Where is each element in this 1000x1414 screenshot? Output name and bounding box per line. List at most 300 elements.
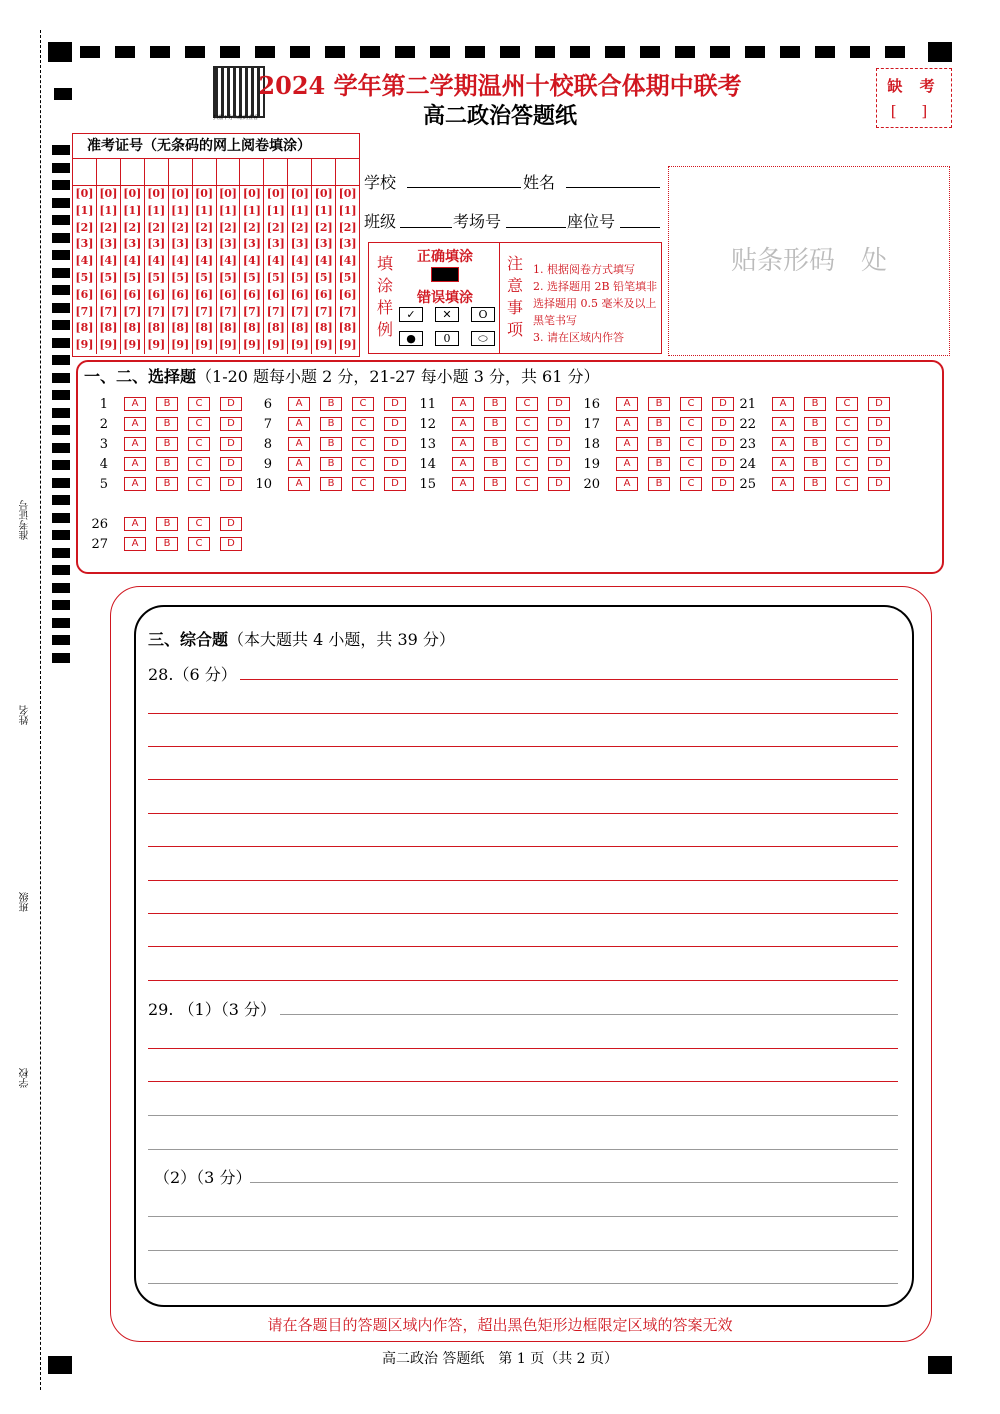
admission-digit-bubble[interactable]: [9]	[338, 338, 357, 352]
option-bubble-a[interactable]: A	[616, 457, 638, 471]
option-bubble-a[interactable]: A	[452, 397, 474, 411]
option-bubble-b[interactable]: B	[804, 477, 826, 491]
option-bubble-b[interactable]: B	[320, 437, 342, 451]
admission-digit-bubble[interactable]: [9]	[290, 338, 309, 352]
answer-line[interactable]	[148, 913, 898, 914]
option-bubble-d[interactable]: D	[712, 397, 734, 411]
option-bubble-c[interactable]: C	[352, 397, 374, 411]
admission-digit-bubble[interactable]: [3]	[123, 237, 142, 251]
option-bubble-a[interactable]: A	[616, 477, 638, 491]
answer-line[interactable]	[148, 813, 898, 814]
admission-digit-bubble[interactable]: [8]	[75, 321, 94, 335]
admission-column[interactable]	[193, 186, 217, 354]
option-bubble-b[interactable]: B	[804, 417, 826, 431]
admission-digit-bubble[interactable]: [1]	[290, 203, 309, 217]
option-bubble-b[interactable]: B	[484, 437, 506, 451]
admission-digit-bubble[interactable]: [5]	[242, 270, 261, 284]
admission-column[interactable]	[264, 186, 288, 354]
option-bubble-a[interactable]: A	[288, 457, 310, 471]
admission-digit-bubble[interactable]: [4]	[99, 254, 118, 268]
admission-digit-bubble[interactable]: [0]	[123, 187, 142, 200]
admission-digit-bubble[interactable]: [7]	[75, 304, 94, 318]
option-bubble-a[interactable]: A	[124, 537, 146, 551]
admission-write-cell[interactable]	[217, 159, 241, 185]
admission-column[interactable]	[169, 186, 193, 354]
answer-line[interactable]	[148, 946, 898, 947]
admission-digit-bubble[interactable]: [8]	[195, 321, 214, 335]
option-bubble-c[interactable]: C	[188, 397, 210, 411]
admission-digit-bubble[interactable]: [5]	[338, 270, 357, 284]
left-timing-mark	[52, 145, 70, 155]
admission-column[interactable]	[73, 186, 97, 354]
admission-digit-bubble[interactable]: [3]	[195, 237, 214, 251]
admission-column[interactable]	[97, 186, 121, 354]
option-bubble-d[interactable]: D	[548, 457, 570, 471]
admission-digit-bubble[interactable]: [4]	[266, 254, 285, 268]
admission-digit-bubble[interactable]: [8]	[218, 321, 238, 335]
admission-write-cell[interactable]	[264, 159, 288, 185]
answer-line[interactable]	[240, 679, 898, 680]
admission-column[interactable]	[121, 186, 145, 354]
option-bubble-d[interactable]: D	[712, 477, 734, 491]
admission-digit-bubble[interactable]: [1]	[75, 203, 94, 217]
option-bubble-b[interactable]: B	[804, 437, 826, 451]
admission-digit-bubble[interactable]: [6]	[75, 287, 94, 301]
option-bubble-a[interactable]: A	[288, 417, 310, 431]
admission-digit-bubble[interactable]: [1]	[242, 203, 261, 217]
admission-digit-bubble[interactable]: [0]	[242, 187, 261, 200]
admission-digit-bubble[interactable]: [5]	[123, 270, 142, 284]
option-bubble-a[interactable]: A	[616, 417, 638, 431]
absent-box[interactable]	[876, 68, 952, 128]
admission-column[interactable]	[240, 186, 264, 354]
admission-write-cell[interactable]	[121, 159, 145, 185]
option-bubble-c[interactable]: C	[188, 417, 210, 431]
option-bubble-a[interactable]: A	[124, 437, 146, 451]
option-bubble-c[interactable]: C	[836, 477, 858, 491]
option-bubble-a[interactable]: A	[772, 437, 794, 451]
option-bubble-c[interactable]: C	[188, 477, 210, 491]
admission-digit-bubble[interactable]: [8]	[123, 321, 142, 335]
admission-digit-bubble[interactable]: [0]	[195, 187, 214, 200]
admission-digit-bubble[interactable]: [6]	[242, 287, 261, 301]
admission-digit-bubble[interactable]: [3]	[218, 237, 238, 251]
choice-question	[732, 477, 892, 491]
option-bubble-a[interactable]: A	[772, 397, 794, 411]
left-timing-mark	[52, 460, 70, 470]
option-bubble-b[interactable]: B	[156, 477, 178, 491]
option-bubble-b[interactable]: B	[484, 457, 506, 471]
admission-digit-bubble[interactable]: [6]	[195, 287, 214, 301]
admission-digit-bubble[interactable]: [3]	[338, 237, 357, 251]
admission-number-grid[interactable]	[72, 133, 360, 357]
answer-line[interactable]	[148, 1048, 898, 1049]
option-bubble-a[interactable]: A	[288, 477, 310, 491]
admission-digit-bubble[interactable]: [3]	[266, 237, 285, 251]
admission-digit-bubble[interactable]: [5]	[290, 270, 309, 284]
admission-digit-bubble[interactable]: [8]	[147, 321, 166, 335]
admission-digit-bubble[interactable]: [7]	[266, 304, 285, 318]
option-bubble-d[interactable]: D	[868, 437, 890, 451]
answer-line[interactable]	[148, 1149, 898, 1150]
admission-digit-bubble[interactable]: [1]	[195, 203, 214, 217]
answer-line[interactable]	[148, 1115, 898, 1116]
admission-digit-bubble[interactable]: [9]	[123, 338, 142, 352]
option-bubble-a[interactable]: A	[616, 397, 638, 411]
admission-digit-bubble[interactable]: [4]	[75, 254, 94, 268]
admission-digit-bubble[interactable]: [6]	[147, 287, 166, 301]
admission-digit-bubble[interactable]: [8]	[338, 321, 357, 335]
admission-write-cell[interactable]	[193, 159, 217, 185]
option-bubble-c[interactable]: C	[516, 397, 538, 411]
admission-digit-bubble[interactable]: [0]	[314, 187, 333, 200]
answer-line[interactable]	[148, 880, 898, 881]
answer-line[interactable]	[250, 1182, 898, 1183]
admission-digit-bubble[interactable]: [6]	[171, 287, 190, 301]
admission-digit-bubble[interactable]: [6]	[218, 287, 238, 301]
admission-digit-bubble[interactable]: [0]	[290, 187, 309, 200]
option-bubble-b[interactable]: B	[648, 397, 670, 411]
option-bubble-d[interactable]: D	[868, 457, 890, 471]
option-bubble-b[interactable]: B	[156, 417, 178, 431]
admission-digit-bubble[interactable]: [3]	[75, 237, 94, 251]
option-bubble-a[interactable]: A	[772, 477, 794, 491]
admission-digit-bubble[interactable]: [3]	[290, 237, 309, 251]
option-bubble-b[interactable]: B	[804, 457, 826, 471]
option-bubble-b[interactable]: B	[484, 417, 506, 431]
left-timing-mark	[52, 268, 70, 278]
admission-digit-bubble[interactable]: [1]	[218, 203, 238, 217]
option-bubble-c[interactable]: C	[188, 437, 210, 451]
admission-digit-bubble[interactable]: [8]	[171, 321, 190, 335]
admission-digit-bubble[interactable]: [8]	[266, 321, 285, 335]
choice-question	[732, 417, 892, 431]
option-bubble-d[interactable]: D	[548, 437, 570, 451]
admission-digit-bubble[interactable]: [2]	[290, 220, 309, 234]
admission-digit-bubble[interactable]: [5]	[266, 270, 285, 284]
option-bubble-c[interactable]: C	[352, 477, 374, 491]
admission-digit-bubble[interactable]: [4]	[314, 254, 333, 268]
school-field[interactable]	[407, 186, 521, 188]
barcode-area[interactable]: 贴条形码 处	[668, 166, 950, 356]
admission-digit-bubble[interactable]: [2]	[75, 220, 94, 234]
option-bubble-b[interactable]: B	[804, 397, 826, 411]
admission-digit-bubble[interactable]: [2]	[218, 220, 238, 234]
option-bubble-c[interactable]: C	[680, 477, 702, 491]
option-bubble-d[interactable]: D	[868, 477, 890, 491]
admission-write-cell[interactable]	[288, 159, 312, 185]
question-number: 17	[583, 417, 600, 432]
admission-digit-bubble[interactable]: [1]	[338, 203, 357, 217]
admission-digit-bubble[interactable]: [6]	[314, 287, 333, 301]
admission-column[interactable]	[336, 186, 359, 354]
option-bubble-c[interactable]: C	[188, 457, 210, 471]
choice-title-bold: 一、二、选择题	[84, 367, 197, 386]
option-bubble-b[interactable]: B	[648, 457, 670, 471]
admission-digit-bubble[interactable]: [5]	[195, 270, 214, 284]
option-bubble-c[interactable]: C	[680, 397, 702, 411]
option-bubble-a[interactable]: A	[288, 437, 310, 451]
option-bubble-c[interactable]: C	[188, 537, 210, 551]
admission-digit-bubble[interactable]: [4]	[195, 254, 214, 268]
answer-line[interactable]	[148, 1283, 898, 1284]
admission-digit-bubble[interactable]: [2]	[338, 220, 357, 234]
option-bubble-d[interactable]: D	[220, 437, 242, 451]
option-bubble-a[interactable]: A	[772, 457, 794, 471]
admission-digit-bubble[interactable]: [6]	[266, 287, 285, 301]
admission-digit-bubble[interactable]: [1]	[171, 203, 190, 217]
option-bubble-d[interactable]: D	[712, 457, 734, 471]
admission-column[interactable]	[288, 186, 312, 354]
seat-field[interactable]	[620, 226, 660, 228]
admission-digit-bubble[interactable]: [1]	[147, 203, 166, 217]
admission-digit-bubble[interactable]: [3]	[99, 237, 118, 251]
option-bubble-c[interactable]: C	[352, 437, 374, 451]
admission-digit-bubble[interactable]: [1]	[266, 203, 285, 217]
admission-write-cell[interactable]	[240, 159, 264, 185]
option-bubble-c[interactable]: C	[516, 417, 538, 431]
admission-digit-bubble[interactable]: [6]	[338, 287, 357, 301]
admission-digit-bubble[interactable]: [3]	[171, 237, 190, 251]
admission-digit-bubble[interactable]: [8]	[290, 321, 309, 335]
admission-digit-bubble[interactable]: [0]	[218, 187, 238, 200]
admission-digit-bubble[interactable]: [9]	[99, 338, 118, 352]
option-bubble-a[interactable]: A	[124, 477, 146, 491]
option-bubble-d[interactable]: D	[868, 417, 890, 431]
question-number: 1	[99, 397, 108, 412]
admission-digit-bubble[interactable]: [7]	[338, 304, 357, 318]
admission-digit-bubble[interactable]: [1]	[123, 203, 142, 217]
admission-digit-bubble[interactable]: [4]	[123, 254, 142, 268]
admission-digit-bubble[interactable]: [9]	[171, 338, 190, 352]
answer-line[interactable]	[148, 1216, 898, 1217]
left-timing-mark	[52, 425, 70, 435]
admission-digit-bubble[interactable]: [2]	[171, 220, 190, 234]
option-bubble-b[interactable]: B	[484, 397, 506, 411]
comprehensive-title-bold: 三、综合题	[148, 630, 229, 649]
admission-digit-bubble[interactable]: [9]	[242, 338, 261, 352]
option-bubble-d[interactable]: D	[220, 397, 242, 411]
admission-write-cell[interactable]	[169, 159, 193, 185]
admission-digit-bubble[interactable]: [3]	[242, 237, 261, 251]
admission-digit-bubble[interactable]: [5]	[147, 270, 166, 284]
option-bubble-b[interactable]: B	[320, 417, 342, 431]
option-bubble-b[interactable]: B	[320, 477, 342, 491]
admission-write-cell[interactable]	[97, 159, 121, 185]
admission-digit-bubble[interactable]: [6]	[99, 287, 118, 301]
option-bubble-d[interactable]: D	[220, 417, 242, 431]
admission-digit-bubble[interactable]: [0]	[338, 187, 357, 200]
admission-digit-bubble[interactable]: [4]	[290, 254, 309, 268]
admission-column[interactable]	[217, 186, 241, 354]
option-bubble-c[interactable]: C	[516, 437, 538, 451]
seat-label: 座位号	[567, 212, 616, 231]
admission-column[interactable]	[145, 186, 169, 354]
option-bubble-a[interactable]: A	[124, 517, 146, 531]
option-bubble-c[interactable]: C	[836, 417, 858, 431]
option-bubble-b[interactable]: B	[156, 397, 178, 411]
admission-digit-bubble[interactable]: [5]	[314, 270, 333, 284]
option-bubble-d[interactable]: D	[868, 397, 890, 411]
admission-digit-bubble[interactable]: [8]	[99, 321, 118, 335]
admission-digit-bubble[interactable]: [0]	[99, 187, 118, 200]
admission-digit-bubble[interactable]: [7]	[218, 304, 238, 318]
admission-digit-bubble[interactable]: [5]	[218, 270, 238, 284]
admission-digit-bubble[interactable]: [0]	[171, 187, 190, 200]
option-bubble-c[interactable]: C	[680, 457, 702, 471]
option-bubble-a[interactable]: A	[124, 397, 146, 411]
admission-digit-bubble[interactable]: [1]	[99, 203, 118, 217]
option-bubble-a[interactable]: A	[452, 417, 474, 431]
admission-digit-bubble[interactable]: [1]	[314, 203, 333, 217]
choice-question	[84, 517, 244, 531]
option-bubble-d[interactable]: D	[384, 457, 406, 471]
admission-digit-bubble[interactable]: [4]	[147, 254, 166, 268]
admission-digit-bubble[interactable]: [8]	[314, 321, 333, 335]
answer-line[interactable]	[148, 779, 898, 780]
option-bubble-c[interactable]: C	[680, 437, 702, 451]
admission-digit-bubble[interactable]: [6]	[123, 287, 142, 301]
option-bubble-c[interactable]: C	[516, 477, 538, 491]
admission-digit-bubble[interactable]: [0]	[266, 187, 285, 200]
admission-digit-bubble[interactable]: [0]	[75, 187, 94, 200]
option-bubble-b[interactable]: B	[320, 397, 342, 411]
admission-digit-bubble[interactable]: [2]	[314, 220, 333, 234]
option-bubble-d[interactable]: D	[220, 477, 242, 491]
admission-digit-bubble[interactable]: [9]	[75, 338, 94, 352]
option-bubble-d[interactable]: D	[712, 437, 734, 451]
option-bubble-b[interactable]: B	[484, 477, 506, 491]
option-bubble-d[interactable]: D	[220, 517, 242, 531]
admission-digit-bubble[interactable]: [8]	[242, 321, 261, 335]
admission-digit-bubble[interactable]: [9]	[218, 338, 238, 352]
option-bubble-b[interactable]: B	[648, 477, 670, 491]
admission-write-cell[interactable]	[73, 159, 97, 185]
option-bubble-d[interactable]: D	[384, 417, 406, 431]
option-bubble-c[interactable]: C	[836, 397, 858, 411]
admission-digit-bubble[interactable]: [7]	[314, 304, 333, 318]
admission-write-cell[interactable]	[336, 159, 359, 185]
admission-digit-bubble[interactable]: [7]	[195, 304, 214, 318]
timing-dash	[675, 46, 695, 58]
option-bubble-b[interactable]: B	[156, 517, 178, 531]
option-bubble-c[interactable]: C	[352, 417, 374, 431]
option-bubble-c[interactable]: C	[188, 517, 210, 531]
option-bubble-d[interactable]: D	[220, 457, 242, 471]
admission-digit-bubble[interactable]: [9]	[147, 338, 166, 352]
admission-digit-bubble[interactable]: [0]	[147, 187, 166, 200]
answer-line[interactable]	[148, 1250, 898, 1251]
admission-digit-bubble[interactable]: [7]	[290, 304, 309, 318]
option-bubble-c[interactable]: C	[836, 437, 858, 451]
admission-digit-bubble[interactable]: [9]	[266, 338, 285, 352]
room-field[interactable]	[506, 226, 566, 228]
question-number: 11	[419, 397, 436, 412]
answer-line[interactable]	[148, 980, 898, 981]
option-bubble-a[interactable]: A	[288, 397, 310, 411]
option-bubble-a[interactable]: A	[452, 477, 474, 491]
admission-column[interactable]	[312, 186, 336, 354]
admission-write-cell[interactable]	[312, 159, 336, 185]
question-number: 5	[99, 477, 108, 492]
option-bubble-d[interactable]: D	[548, 477, 570, 491]
option-bubble-b[interactable]: B	[320, 457, 342, 471]
answer-line[interactable]	[148, 746, 898, 747]
class-field[interactable]	[400, 226, 452, 228]
admission-write-cells[interactable]	[73, 159, 359, 186]
answer-line[interactable]	[280, 1014, 898, 1015]
admission-digit-bubble[interactable]: [2]	[242, 220, 261, 234]
admission-digit-bubble[interactable]: [9]	[314, 338, 333, 352]
admission-digit-bubble[interactable]: [4]	[171, 254, 190, 268]
option-bubble-d[interactable]: D	[548, 397, 570, 411]
admission-digit-bubble[interactable]: [2]	[123, 220, 142, 234]
option-bubble-d[interactable]: D	[384, 477, 406, 491]
admission-digit-bubble[interactable]: [2]	[195, 220, 214, 234]
admission-digit-bubble[interactable]: [4]	[338, 254, 357, 268]
admission-write-cell[interactable]	[145, 159, 169, 185]
name-field[interactable]	[566, 186, 660, 188]
option-bubble-a[interactable]: A	[452, 457, 474, 471]
option-bubble-d[interactable]: D	[384, 437, 406, 451]
admission-digit-bubble[interactable]: [7]	[147, 304, 166, 318]
admission-digit-bubble[interactable]: [7]	[171, 304, 190, 318]
admission-digit-bubble[interactable]: [3]	[314, 237, 333, 251]
answer-line[interactable]	[148, 713, 898, 714]
option-bubble-d[interactable]: D	[548, 417, 570, 431]
admission-digit-columns[interactable]	[73, 186, 359, 354]
admission-digit-bubble[interactable]: [4]	[218, 254, 238, 268]
option-bubble-b[interactable]: B	[156, 437, 178, 451]
admission-digit-bubble[interactable]: [2]	[99, 220, 118, 234]
option-bubble-a[interactable]: A	[616, 437, 638, 451]
option-bubble-c[interactable]: C	[352, 457, 374, 471]
admission-digit-bubble[interactable]: [5]	[171, 270, 190, 284]
option-bubble-c[interactable]: C	[680, 417, 702, 431]
admission-digit-bubble[interactable]: [7]	[123, 304, 142, 318]
option-bubble-b[interactable]: B	[156, 537, 178, 551]
admission-digit-bubble[interactable]: [5]	[99, 270, 118, 284]
choice-question	[412, 457, 572, 471]
left-timing-mark	[52, 618, 70, 628]
option-bubble-a[interactable]: A	[452, 437, 474, 451]
binding-class-label: 班级	[20, 892, 31, 912]
admission-digit-bubble[interactable]: [2]	[147, 220, 166, 234]
timing-dash	[570, 46, 590, 58]
admission-digit-bubble[interactable]: [9]	[195, 338, 214, 352]
option-bubble-c[interactable]: C	[836, 457, 858, 471]
option-bubble-d[interactable]: D	[712, 417, 734, 431]
option-bubble-b[interactable]: B	[648, 437, 670, 451]
option-bubble-a[interactable]: A	[124, 417, 146, 431]
option-bubble-a[interactable]: A	[124, 457, 146, 471]
admission-digit-bubble[interactable]: [2]	[266, 220, 285, 234]
admission-digit-bubble[interactable]: [6]	[290, 287, 309, 301]
admission-digit-bubble[interactable]: [5]	[75, 270, 94, 284]
option-bubble-b[interactable]: B	[648, 417, 670, 431]
option-bubble-d[interactable]: D	[220, 537, 242, 551]
option-bubble-b[interactable]: B	[156, 457, 178, 471]
admission-digit-bubble[interactable]: [7]	[99, 304, 118, 318]
admission-digit-bubble[interactable]: [7]	[242, 304, 261, 318]
answer-line[interactable]	[148, 846, 898, 847]
admission-digit-bubble[interactable]: [4]	[242, 254, 261, 268]
option-bubble-c[interactable]: C	[516, 457, 538, 471]
option-bubble-d[interactable]: D	[384, 397, 406, 411]
option-bubble-a[interactable]: A	[772, 417, 794, 431]
admission-digit-bubble[interactable]: [3]	[147, 237, 166, 251]
answer-line[interactable]	[148, 1081, 898, 1082]
